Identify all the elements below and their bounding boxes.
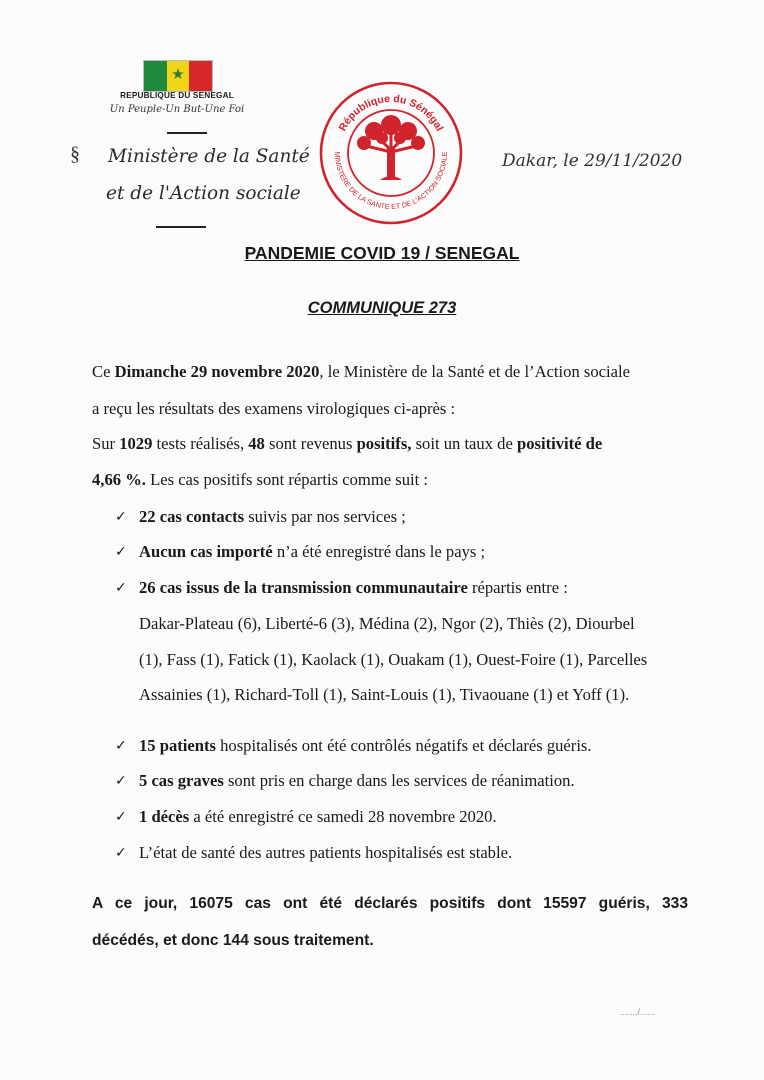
senegal-flag (143, 60, 213, 92)
community-cases: 26 cas issus de la transmission communautaire (139, 578, 468, 597)
bullet-imported (139, 544, 485, 561)
text: Ce (92, 362, 115, 381)
communique-number: COMMUNIQUE 273 (307, 299, 457, 317)
signoff-mark: ......./...... (620, 1007, 656, 1017)
text: sont pris en charge dans les services de réanimation. (223, 771, 575, 790)
check-icon: ✓ (115, 809, 127, 825)
divider (156, 226, 206, 228)
text-bold: positivité de (516, 434, 603, 453)
text: Sur (92, 434, 120, 453)
check-icon: ✓ (115, 773, 127, 789)
check-icon: ✓ (115, 580, 127, 596)
localities-line-1: Dakar-Plateau (6), Liberté-6 (3), Médina (2), Ngor (2), Thiès (2), Diourbel (139, 614, 635, 633)
date-line: Dakar, le 29/11/2020 (502, 151, 683, 171)
localities-line-3: Assainies (1), Richard-Toll (1), Saint-Louis (1), Tivaouane (1) et Yoff (1). (139, 685, 630, 704)
flag-green-band (144, 61, 167, 91)
tests-count: 1029 (119, 434, 153, 453)
flag-red-band (189, 61, 212, 91)
text: répartis entre : (467, 578, 568, 597)
imported-cases: Aucun cas importé (139, 542, 273, 561)
ministry-name-line2: et de l'Action sociale (106, 183, 301, 204)
check-icon: ✓ (115, 544, 127, 560)
intro-line-4 (92, 472, 428, 489)
seal-bottom-text: MINISTERE DE LA SANTE ET DE L'ACTION SOCIALE (332, 151, 450, 212)
ministry-name-line1: Ministère de la Santé (108, 146, 310, 167)
bullet-deaths (139, 809, 497, 826)
severe-cases: 5 cas graves (139, 771, 224, 790)
seal-top-text: République du Sénégal (336, 92, 446, 134)
text: a été enregistré ce samedi 28 novembre 2020. (189, 807, 497, 826)
text: Les cas positifs sont répartis comme suit : (145, 470, 428, 489)
text-bold: positifs, (356, 434, 412, 453)
text: hospitalisés ont été contrôlés négatifs et déclarés guéris. (215, 736, 592, 755)
ministry-emblem-icon: § (70, 143, 80, 165)
text: suivis par nos services ; (244, 507, 406, 526)
summary-line-1: A ce jour, 16075 cas ont été déclarés positifs dont 15597 guéris, 333 (92, 895, 688, 912)
flag-yellow-band (167, 61, 190, 91)
bullet-stable: L’état de santé des autres patients hospitalisés est stable. (139, 843, 513, 862)
summary-line-2: décédés, et donc 144 sous traitement. (92, 932, 374, 949)
national-motto: Un Peuple-Un But-Une Foi (109, 104, 245, 115)
ministry-seal (318, 80, 464, 226)
intro-line-1 (92, 364, 630, 381)
check-icon: ✓ (115, 845, 127, 861)
page-title: PANDEMIE COVID 19 / SENEGAL (244, 243, 520, 263)
recovered-patients: 15 patients (139, 736, 216, 755)
localities-line-2: (1), Fass (1), Fatick (1), Kaolack (1), Ouakam (1), Ouest-Foire (1), Parcelles (139, 650, 648, 669)
star-icon: ★ (171, 67, 185, 84)
positivity-rate: 4,66 %. (92, 470, 146, 489)
report-date: Dimanche 29 novembre 2020 (114, 362, 320, 381)
check-icon: ✓ (115, 738, 127, 754)
bullet-recovered (139, 738, 592, 755)
divider (167, 132, 207, 134)
bullet-community (139, 580, 568, 597)
contact-cases: 22 cas contacts (139, 507, 245, 526)
deaths: 1 décès (139, 807, 190, 826)
bullet-severe (139, 773, 575, 790)
bullet-contacts (139, 509, 406, 526)
text: , le Ministère de la Santé et de l’Action sociale (319, 362, 630, 381)
text: tests réalisés, (152, 434, 249, 453)
text: n’a été enregistré dans le pays ; (272, 542, 486, 561)
republic-name: REPUBLIQUE DU SENEGAL (120, 91, 234, 100)
check-icon: ✓ (115, 509, 127, 525)
text: sont revenus (264, 434, 357, 453)
text: soit un taux de (411, 434, 517, 453)
positive-count: 48 (248, 434, 265, 453)
intro-line-3 (92, 436, 602, 453)
intro-line-2: a reçu les résultats des examens virologiques ci-après : (92, 399, 456, 418)
